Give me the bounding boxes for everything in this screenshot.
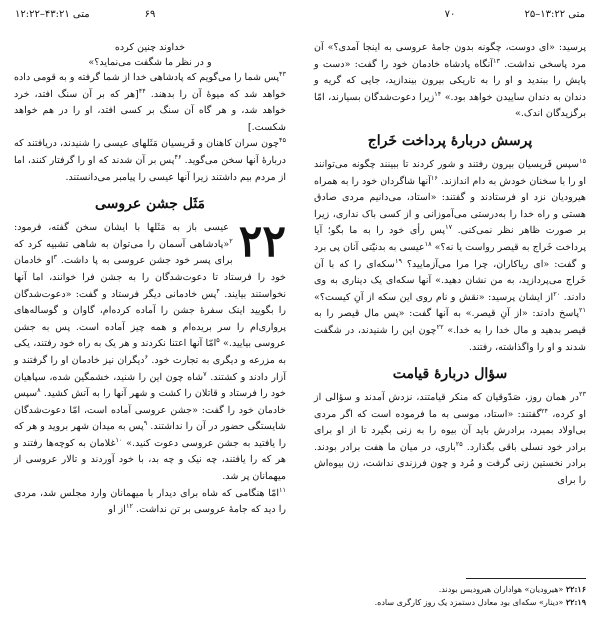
footnote (314, 583, 586, 596)
verse-text: سکه‌ای را که با آن خَراج می‌پردازید، به من نشان دهید.» آنها سکه‌ای یک دیناری به وی دادند. (314, 258, 586, 303)
paragraph-chapter-22-opening (14, 216, 286, 486)
chapter-number: ۲۲ (238, 216, 286, 268)
verse-number: ۴۴ (138, 86, 146, 95)
verse-text: دیگران نیز خادمان او را گرفتند و آزار دادند و کشتند. (14, 354, 286, 383)
verse-number: ۱۴ (434, 89, 442, 98)
verse-text: پس بر آن شدند که او را گرفتار کنند، اما از مردم بیم داشتند زیرا آنها عیسی را پیامبر می‌دانستند. (14, 154, 286, 183)
verse-number: ۲ (229, 236, 233, 245)
poem-quote (14, 40, 286, 70)
verse-text: عیسی به بدنیّتی آنان پی برد و گفت: «ای ریاکاران، چرا مرا می‌آزمایید؟ (314, 241, 586, 270)
verse-text: عیسی باز به مَثَلها با ایشان سخن گفته، فرمود: (14, 222, 229, 234)
verse-number: ۶ (144, 352, 149, 361)
verse-number: ۲۱ (579, 306, 586, 315)
verse-number: ۱۸ (424, 239, 432, 248)
verse-number: ۱۶ (430, 173, 438, 182)
verse-number: ۲۲ (436, 322, 444, 331)
verse-number: ۸ (37, 386, 41, 395)
verse-text: سپس خادمان خود را گفت: «جشن عروسی آماده است، امّا دعوت‌شدگان شایستگی حضور در آن را نداشتند. (14, 388, 286, 433)
verse-number: ۴ (216, 286, 220, 295)
verse-number: ۱۰ (115, 435, 123, 444)
verse-number: ۹ (143, 419, 148, 428)
verse-text: پرسید: (554, 42, 586, 53)
left-header-verse-range: متی ۴۳:۲۱–۱۲:۲۲ (15, 9, 90, 20)
verse-text: «ای دوست، چگونه بدون جامهٔ عروسی به اینجا آمدی؟» (323, 42, 555, 53)
footnote-ref: ۲۲:۱۹ (565, 597, 586, 607)
left-page-header (15, 8, 285, 22)
verse-text: [هر که بر آن سنگ افتد، خرد خواهد شد، و هر گاه آن سنگ بر کسی افتد، او را در هم خواهد شکست.] (14, 88, 286, 133)
footnotes (314, 578, 586, 609)
verse-text: امّا آنها اعتنا نکردند و هر یک به راه خود رفتند، یکی به مزرعه و دیگری به تجارت خود. (14, 338, 286, 366)
right-page-header (315, 8, 585, 22)
left-page-number: ۶۹ (144, 9, 156, 20)
verse-number: ۲۳ (579, 390, 586, 399)
verse-text: پاسخ دادند: «از آنِ قیصر.» به آنها گفت: «پس مال قیصر را به قیصر بدهید و مال خدا را به خدا.» (314, 308, 586, 336)
paragraph-verses-45-46 (14, 136, 286, 186)
verse-text: در همان روز، صَدّوقیان که منکر قیامتند، نزدش آمدند و سؤالی از او کرده، (314, 392, 586, 420)
verse-text: آن مرد پاسخی نداشت. (314, 42, 586, 70)
paragraph-verses-12-14 (314, 40, 586, 123)
verse-number: ۱۹ (394, 256, 402, 265)
verse-text: باری، در میان ما هفت برادر بودند. برادر نخستین زنی گرفت و مُرد و چون فرزندی نداشت، زن بیوه‌اش را برای (314, 441, 586, 487)
verse-text: چون این را شنیدند، در شگفت شدند و او را واگذاشته، رفتند. (314, 324, 586, 353)
verse-text: امّا هنگامی که شاه برای دیدار با میهمانان وارد مجلس شد، مردی را دید که جامهٔ عروسی بر تن نداشت. (14, 487, 286, 516)
verse-text: زیرا دعوت‌شدگان بسیارند، امّا برگزیدگان اندک.» (314, 91, 586, 120)
verse-text: چون سران کاهنان و فَریسیان مَثَلهای عیسی را شنیدند، دریافتند که دربارهٔ آنها سخن می‌گوید. (14, 138, 286, 166)
poem-line: و در نظر ما شگفت می‌نماید؟» (88, 57, 212, 68)
verse-number: ۴۵ (279, 136, 286, 145)
verse-number: ۷ (203, 369, 207, 378)
footnote (314, 596, 586, 609)
left-text-column (14, 40, 286, 519)
verse-number: ۴۳ (279, 70, 286, 78)
footnote-divider (466, 578, 586, 579)
verse-number: ۱۲ (125, 502, 133, 511)
verse-text: پس رأی خود را به ما بگو؛ آیا پرداخت خَراج به قیصر رواست یا نه؟» (314, 225, 586, 253)
verse-text: از ایشان پرسید: «نقش و نام روی این سکه از آنِ کیست؟» (314, 291, 554, 303)
verse-text: آنها شاگردان خود را به همراه هیرودیان نزد او فرستادند و گفتند: «استاد، می‌دانیم مردی صادق هستی و راه خدا را به‌درستی می‌آموزانی و از کسی باک نداری، زیرا بر صورت ظاهر نظر نمی‌کنی. (314, 175, 586, 237)
paragraph-verses-43-44 (14, 70, 286, 136)
verse-number: ۵ (216, 336, 220, 345)
paragraph-verses-23-25 (314, 390, 586, 490)
verse-text: پس خادمانی دیگر فرستاد و گفت: (71, 288, 217, 300)
verse-number: ۱۷ (445, 223, 453, 232)
footnote-ref: ۲۲:۱۶ (565, 584, 586, 594)
verse-number: ۱۵ (579, 156, 586, 165)
poem-line: خداوند چنین کرده (114, 42, 186, 53)
right-page (300, 0, 600, 626)
verse-number: ۱۳ (492, 56, 500, 65)
section-title-wedding-feast: مَثَل جشن عروسی (94, 196, 206, 213)
verse-text: غلامان به کوچه‌ها رفتند و هر که را یافتند، چه نیک و چه بد، با خود آوردند و تالار عروسی از میهمانان پر شد. (14, 437, 286, 483)
verse-number: ۴۶ (174, 152, 182, 161)
verse-text: سپس فَریسیان بیرون رفتند و شور کردند تا ببینند چگونه می‌توانند او را با سخنان خودش به دام اندازند. (314, 158, 586, 187)
verse-number: ۱۱ (279, 485, 286, 494)
verse-number: ۲۵ (455, 439, 463, 448)
verse-text: پس به میدان شهر بروید و هر که را یافتید به جشن عروسی دعوت کنید.» (14, 421, 286, 449)
verse-text: «پادشاهی آسمان را می‌توان به شاهی تشبیه کرد که برای پسر خود جشن عروسی به پا داشت. (14, 238, 233, 267)
section-title-tribute: پرسش دربارهٔ پرداخت خَراج (367, 132, 533, 149)
verse-text: «دعوت‌شدگان را بگویید اینک سفرهٔ جشن را آماده کرده‌ام، گاوان و گوساله‌های پرواری‌ام را سر بریده‌ام و همه چیز آماده است. پس به جشن عروسی بیایید.» (14, 288, 286, 350)
verse-text: از او (108, 504, 126, 516)
section-title-resurrection: سؤال دربارهٔ قیامت (392, 366, 508, 383)
verse-number: ۲۰ (553, 289, 561, 298)
verse-text: او خادمان خود را فرستاد تا دعوت‌شدگان را به جشن فرا خوانند، اما آنها نخواستند بیایند. (14, 255, 286, 300)
verse-number: ۲۴ (541, 406, 549, 415)
right-header-verse-range: متی ۱۳:۲۲–۲۵ (524, 9, 585, 20)
footnote-text: «هیرودیان» هواداران هیرودیس بودند. (438, 585, 566, 594)
paragraph-verses-11-12 (14, 486, 286, 519)
footnote-text: «دینار» سکه‌ای بود معادل دستمزد یک روز کارگری ساده. (374, 598, 566, 607)
right-text-column (314, 40, 586, 490)
verse-text: آنگاه پادشاه خادمان خود را گفت: «دست و پایش را ببندید و او را به تاریکی بیرون بیندازید، جایی که گریه و دندان به دندان ساییدن خواهد بود.» (314, 58, 586, 103)
verse-number: ۳ (53, 253, 57, 262)
paragraph-verses-15-22 (314, 157, 586, 356)
verse-text: شاه چون این را شنید، خشمگین شده، سپاهیان خود را فرستاد و قاتلان را کشت و شهر آنها را به آتش کشید. (14, 371, 286, 400)
verse-text: پس شما را می‌گویم که پادشاهی خدا از شما گرفته و به قومی داده خواهد شد که میوهٔ آن را بدهند. (14, 72, 286, 100)
verse-text: گفتند: «استاد، موسی به ما فرموده است که اگر مردی بی‌اولاد بمیرد، برادرش باید آن بیوه را به زنی بگیرد تا از او برای برادر خود نسلی باقی بگذارد. (314, 408, 586, 453)
right-page-number: ۷۰ (444, 9, 456, 20)
